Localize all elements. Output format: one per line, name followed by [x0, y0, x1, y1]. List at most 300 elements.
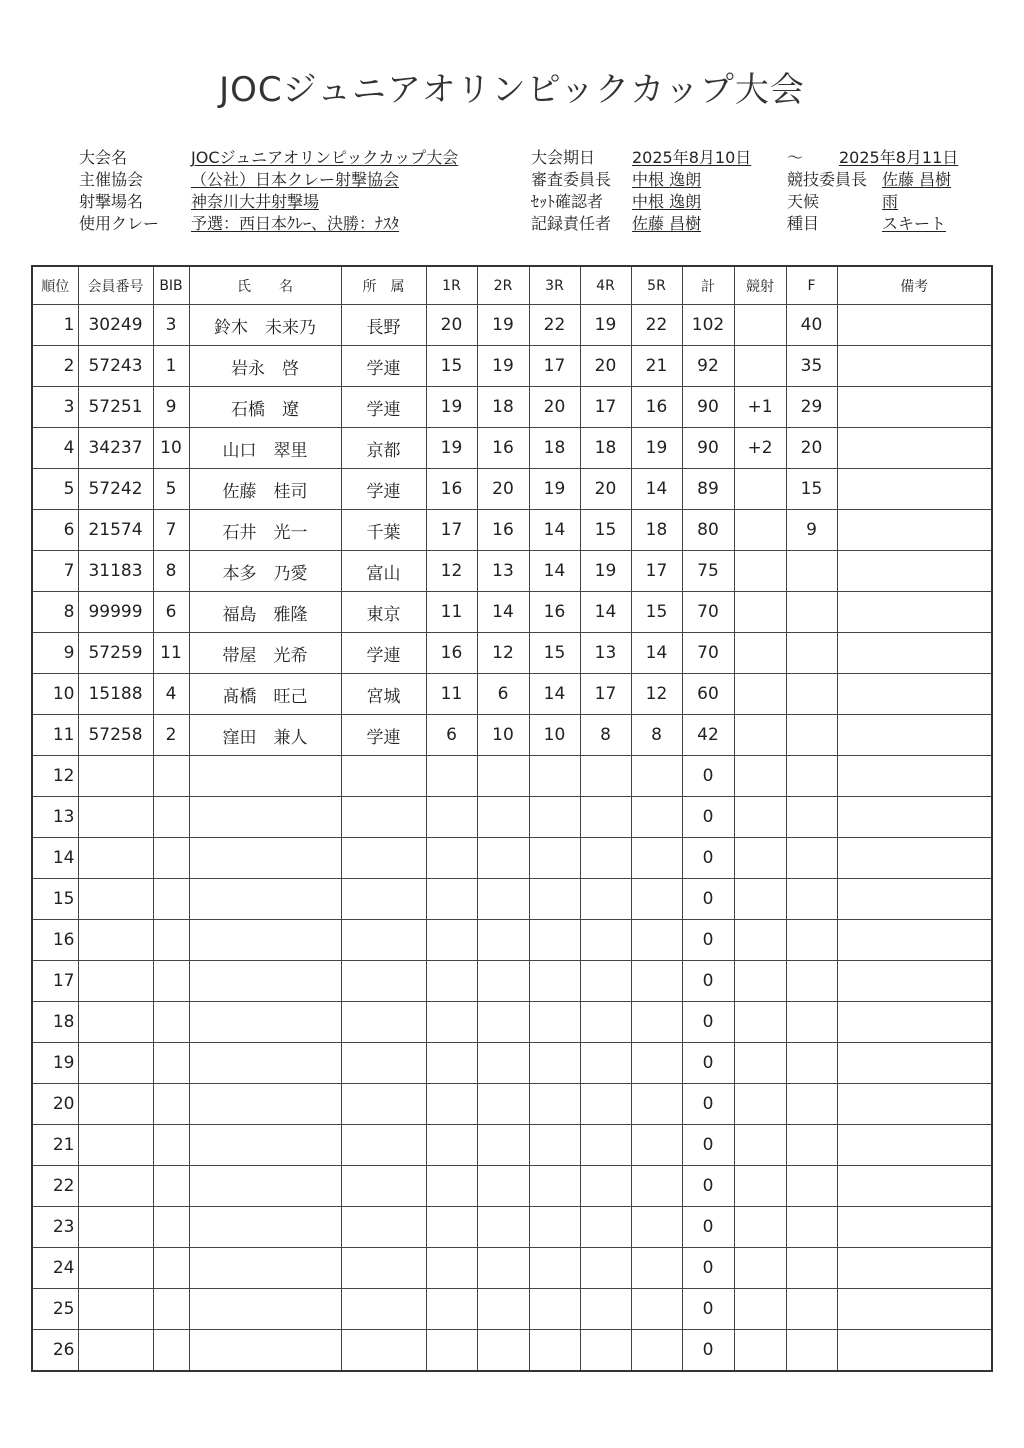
table-cell	[786, 674, 837, 715]
table-cell	[837, 510, 992, 551]
table-cell: 12	[631, 674, 682, 715]
table-cell: 0	[682, 1125, 734, 1166]
table-cell: 佐藤 桂司	[189, 469, 341, 510]
table-cell	[341, 1289, 426, 1330]
table-cell: 4	[32, 428, 78, 469]
table-cell	[734, 1043, 786, 1084]
table-cell: 3	[32, 387, 78, 428]
table-cell	[837, 428, 992, 469]
table-cell	[426, 797, 477, 838]
info-value: 神奈川大井射撃場	[191, 192, 320, 211]
table-cell: 18	[580, 428, 631, 469]
table-cell	[529, 797, 580, 838]
table-cell: 29	[786, 387, 837, 428]
table-cell	[786, 1166, 837, 1207]
info-label: 記録責任者	[531, 214, 612, 233]
table-cell	[786, 838, 837, 879]
table-cell: 10	[32, 674, 78, 715]
table-cell: 18	[529, 428, 580, 469]
table-row	[32, 346, 992, 387]
table-cell: 30249	[78, 305, 153, 346]
table-cell	[426, 756, 477, 797]
table-cell: 5	[153, 469, 189, 510]
table-row	[32, 756, 992, 797]
table-cell: 髙橋 旺己	[189, 674, 341, 715]
table-cell	[734, 1002, 786, 1043]
table-row	[32, 838, 992, 879]
page-title: JOCジュニアオリンピックカップ大会	[219, 70, 805, 110]
table-cell: 学連	[341, 715, 426, 756]
info-label: 使用クレー	[79, 214, 160, 233]
table-cell: 20	[580, 469, 631, 510]
table-cell	[341, 920, 426, 961]
table-cell: 学連	[341, 469, 426, 510]
column-header: 5R	[631, 266, 682, 305]
table-cell	[426, 961, 477, 1002]
table-cell	[786, 1330, 837, 1372]
table-cell	[786, 1207, 837, 1248]
table-cell: 14	[580, 592, 631, 633]
table-cell: 102	[682, 305, 734, 346]
table-cell: 2	[153, 715, 189, 756]
table-cell: 7	[153, 510, 189, 551]
table-cell	[189, 1166, 341, 1207]
table-cell: 3	[153, 305, 189, 346]
table-cell	[153, 1330, 189, 1372]
table-cell	[734, 756, 786, 797]
table-cell	[580, 1002, 631, 1043]
table-cell	[786, 1125, 837, 1166]
table-cell: 18	[631, 510, 682, 551]
table-cell: 21	[32, 1125, 78, 1166]
table-cell	[341, 797, 426, 838]
table-cell	[837, 1166, 992, 1207]
table-cell	[631, 1166, 682, 1207]
table-cell	[78, 961, 153, 1002]
table-cell	[189, 838, 341, 879]
table-row	[32, 469, 992, 510]
table-cell: 99999	[78, 592, 153, 633]
table-cell: 14	[631, 633, 682, 674]
table-cell	[341, 1002, 426, 1043]
table-cell: 19	[32, 1043, 78, 1084]
table-cell: 18	[477, 387, 529, 428]
table-cell	[426, 1043, 477, 1084]
table-cell	[580, 1330, 631, 1372]
table-cell	[786, 879, 837, 920]
table-cell	[580, 1207, 631, 1248]
table-cell: 89	[682, 469, 734, 510]
table-cell	[734, 305, 786, 346]
column-header: 4R	[580, 266, 631, 305]
table-cell	[631, 1084, 682, 1125]
table-cell: 9	[153, 387, 189, 428]
table-cell: 57259	[78, 633, 153, 674]
table-cell	[153, 879, 189, 920]
table-cell	[78, 756, 153, 797]
info-value: スキート	[882, 214, 947, 233]
table-cell	[78, 1330, 153, 1372]
table-cell: 0	[682, 920, 734, 961]
table-cell	[580, 1166, 631, 1207]
table-cell	[78, 838, 153, 879]
table-header-row	[32, 266, 992, 305]
table-cell: 6	[426, 715, 477, 756]
table-cell: 90	[682, 428, 734, 469]
table-cell	[341, 1166, 426, 1207]
table-cell: 福島 雅隆	[189, 592, 341, 633]
table-cell: 0	[682, 1248, 734, 1289]
table-cell	[786, 961, 837, 1002]
table-cell	[189, 1207, 341, 1248]
table-cell	[341, 879, 426, 920]
table-cell	[477, 1330, 529, 1372]
table-cell: 学連	[341, 346, 426, 387]
column-header: 競射	[734, 266, 786, 305]
table-cell: 6	[477, 674, 529, 715]
table-cell	[477, 838, 529, 879]
table-cell: 長野	[341, 305, 426, 346]
table-cell	[580, 920, 631, 961]
table-cell	[837, 469, 992, 510]
table-row	[32, 1166, 992, 1207]
table-cell	[426, 1166, 477, 1207]
table-cell	[477, 1002, 529, 1043]
table-cell: 0	[682, 838, 734, 879]
table-cell: 10	[477, 715, 529, 756]
table-cell: 6	[32, 510, 78, 551]
table-cell: 19	[580, 551, 631, 592]
table-cell	[786, 1084, 837, 1125]
table-cell	[189, 756, 341, 797]
table-row	[32, 633, 992, 674]
table-cell	[580, 1248, 631, 1289]
table-cell	[734, 551, 786, 592]
table-cell: 9	[786, 510, 837, 551]
table-cell: 57242	[78, 469, 153, 510]
table-cell: 学連	[341, 387, 426, 428]
event-info-middle	[531, 147, 781, 237]
table-cell: 0	[682, 756, 734, 797]
table-cell: 80	[682, 510, 734, 551]
info-value: JOCジュニアオリンピックカップ大会	[191, 148, 459, 167]
table-cell: 21	[631, 346, 682, 387]
table-cell: 17	[529, 346, 580, 387]
table-cell	[786, 715, 837, 756]
table-cell: 20	[477, 469, 529, 510]
table-cell: 11	[153, 633, 189, 674]
table-cell	[580, 1084, 631, 1125]
table-cell	[786, 1248, 837, 1289]
table-cell	[837, 633, 992, 674]
table-cell	[341, 1125, 426, 1166]
table-cell	[734, 1125, 786, 1166]
table-cell: 0	[682, 1084, 734, 1125]
table-row	[32, 797, 992, 838]
table-cell	[734, 633, 786, 674]
table-cell	[153, 1166, 189, 1207]
table-row	[32, 1289, 992, 1330]
table-cell	[631, 879, 682, 920]
info-value: 佐藤 昌樹	[882, 170, 952, 189]
column-header: 所 属	[341, 266, 426, 305]
table-cell: 90	[682, 387, 734, 428]
table-cell	[786, 797, 837, 838]
table-cell: 千葉	[341, 510, 426, 551]
table-cell: 92	[682, 346, 734, 387]
table-cell	[529, 838, 580, 879]
info-label: 天候	[787, 192, 820, 211]
table-cell	[631, 1207, 682, 1248]
table-cell	[837, 838, 992, 879]
table-cell: 0	[682, 961, 734, 1002]
table-cell: 8	[580, 715, 631, 756]
info-label: 審査委員長	[531, 170, 612, 189]
table-cell	[477, 756, 529, 797]
table-cell	[189, 879, 341, 920]
table-cell	[529, 1084, 580, 1125]
table-cell: 8	[631, 715, 682, 756]
table-cell	[837, 756, 992, 797]
table-cell: 9	[32, 633, 78, 674]
column-header: 会員番号	[78, 266, 153, 305]
table-cell	[580, 1125, 631, 1166]
table-cell	[529, 1248, 580, 1289]
table-cell	[837, 346, 992, 387]
table-cell	[189, 1043, 341, 1084]
table-cell	[734, 510, 786, 551]
table-cell	[631, 1248, 682, 1289]
table-cell: 岩永 啓	[189, 346, 341, 387]
table-cell	[529, 1043, 580, 1084]
column-header: 計	[682, 266, 734, 305]
table-cell: 18	[32, 1002, 78, 1043]
table-cell	[341, 1043, 426, 1084]
table-cell	[153, 920, 189, 961]
info-value: 雨	[882, 192, 899, 211]
info-label: 射撃場名	[79, 192, 144, 211]
table-cell: 42	[682, 715, 734, 756]
table-cell	[189, 797, 341, 838]
table-cell: 40	[786, 305, 837, 346]
table-cell	[734, 1084, 786, 1125]
table-cell	[631, 1002, 682, 1043]
table-cell: 13	[580, 633, 631, 674]
table-cell: 5	[32, 469, 78, 510]
table-row	[32, 1207, 992, 1248]
table-cell	[426, 1330, 477, 1372]
table-row	[32, 1330, 992, 1372]
table-cell: 15	[786, 469, 837, 510]
table-cell	[189, 1002, 341, 1043]
table-cell	[734, 592, 786, 633]
table-cell: 17	[426, 510, 477, 551]
table-cell	[189, 1084, 341, 1125]
table-cell	[837, 305, 992, 346]
table-row	[32, 715, 992, 756]
table-cell	[78, 1289, 153, 1330]
table-cell	[426, 838, 477, 879]
table-cell: 22	[529, 305, 580, 346]
table-cell	[837, 1084, 992, 1125]
table-cell	[78, 920, 153, 961]
table-cell	[631, 1125, 682, 1166]
table-cell: 13	[477, 551, 529, 592]
info-label: 大会名	[79, 148, 128, 167]
table-cell: 富山	[341, 551, 426, 592]
table-cell: 帯屋 光希	[189, 633, 341, 674]
table-cell: 1	[153, 346, 189, 387]
table-cell: 京都	[341, 428, 426, 469]
table-cell: 11	[426, 592, 477, 633]
table-cell	[426, 1125, 477, 1166]
info-value: 2025年8月11日	[839, 148, 959, 167]
column-header: 2R	[477, 266, 529, 305]
table-cell	[837, 1248, 992, 1289]
table-cell	[631, 961, 682, 1002]
table-cell: 16	[477, 428, 529, 469]
table-cell	[837, 961, 992, 1002]
table-cell	[734, 1289, 786, 1330]
table-row	[32, 551, 992, 592]
table-cell: 19	[426, 387, 477, 428]
table-cell: 14	[529, 551, 580, 592]
table-cell	[837, 1330, 992, 1372]
table-cell: 21574	[78, 510, 153, 551]
table-row	[32, 510, 992, 551]
info-value: 2025年8月10日	[632, 148, 752, 167]
table-cell: 10	[153, 428, 189, 469]
table-cell	[153, 838, 189, 879]
table-cell: 11	[426, 674, 477, 715]
table-cell: 17	[32, 961, 78, 1002]
results-table	[31, 265, 993, 1372]
table-cell	[734, 1207, 786, 1248]
table-cell: 70	[682, 592, 734, 633]
table-cell: 17	[580, 387, 631, 428]
table-cell: 19	[477, 305, 529, 346]
table-cell: 16	[426, 633, 477, 674]
table-cell	[189, 1248, 341, 1289]
table-cell	[426, 1002, 477, 1043]
table-cell: 70	[682, 633, 734, 674]
table-cell	[78, 1043, 153, 1084]
table-cell	[477, 879, 529, 920]
table-cell	[78, 797, 153, 838]
table-cell: 17	[580, 674, 631, 715]
table-cell: 16	[477, 510, 529, 551]
table-cell	[477, 1166, 529, 1207]
table-cell	[189, 961, 341, 1002]
table-cell: 22	[32, 1166, 78, 1207]
info-label: 主催協会	[79, 170, 144, 189]
table-cell: 0	[682, 1166, 734, 1207]
table-cell: 石井 光一	[189, 510, 341, 551]
table-cell	[837, 387, 992, 428]
table-cell	[78, 1125, 153, 1166]
table-cell: 15188	[78, 674, 153, 715]
table-cell	[734, 920, 786, 961]
table-cell	[189, 1330, 341, 1372]
table-cell	[477, 1289, 529, 1330]
table-cell	[529, 879, 580, 920]
table-cell	[426, 1084, 477, 1125]
table-cell	[734, 797, 786, 838]
table-cell: 7	[32, 551, 78, 592]
table-cell	[734, 1330, 786, 1372]
table-cell: 0	[682, 1330, 734, 1372]
table-cell: 20	[786, 428, 837, 469]
table-row	[32, 387, 992, 428]
table-cell: 20	[529, 387, 580, 428]
table-cell: 宮城	[341, 674, 426, 715]
table-cell	[78, 1207, 153, 1248]
table-cell	[529, 1166, 580, 1207]
table-cell	[631, 1289, 682, 1330]
table-cell	[837, 551, 992, 592]
table-cell: 石橋 遼	[189, 387, 341, 428]
table-cell	[837, 1207, 992, 1248]
table-cell	[189, 1125, 341, 1166]
table-cell: 12	[477, 633, 529, 674]
table-cell	[631, 756, 682, 797]
table-cell: 34237	[78, 428, 153, 469]
table-cell	[786, 551, 837, 592]
info-value: 予選：西日本ｸﾚｰ、決勝：ﾅｽﾀ	[191, 214, 400, 233]
table-cell: 本多 乃愛	[189, 551, 341, 592]
table-cell: 15	[426, 346, 477, 387]
info-label: 競技委員長	[787, 170, 868, 189]
table-cell	[426, 879, 477, 920]
table-cell	[477, 920, 529, 961]
table-cell	[837, 1125, 992, 1166]
table-cell	[837, 674, 992, 715]
table-cell: 23	[32, 1207, 78, 1248]
table-cell	[426, 1248, 477, 1289]
column-header: BIB	[153, 266, 189, 305]
table-cell	[734, 1166, 786, 1207]
table-cell: 13	[32, 797, 78, 838]
table-row	[32, 1002, 992, 1043]
table-cell: 2	[32, 346, 78, 387]
table-cell: 0	[682, 1043, 734, 1084]
event-info-left	[79, 147, 509, 237]
table-cell: 11	[32, 715, 78, 756]
table-cell	[477, 1084, 529, 1125]
table-cell	[341, 1330, 426, 1372]
table-cell	[477, 961, 529, 1002]
table-cell	[529, 1289, 580, 1330]
column-header: F	[786, 266, 837, 305]
info-label: 大会期日	[531, 148, 596, 167]
table-cell: 22	[631, 305, 682, 346]
table-cell: 10	[529, 715, 580, 756]
table-cell	[78, 1248, 153, 1289]
table-cell: 16	[631, 387, 682, 428]
table-cell: 26	[32, 1330, 78, 1372]
table-cell: 20	[32, 1084, 78, 1125]
table-cell	[477, 1207, 529, 1248]
table-cell: +2	[734, 428, 786, 469]
table-cell	[341, 961, 426, 1002]
table-cell	[341, 1207, 426, 1248]
table-cell	[786, 756, 837, 797]
table-cell: 19	[477, 346, 529, 387]
table-cell: 12	[426, 551, 477, 592]
table-cell	[837, 879, 992, 920]
table-cell	[153, 1084, 189, 1125]
table-cell	[734, 346, 786, 387]
